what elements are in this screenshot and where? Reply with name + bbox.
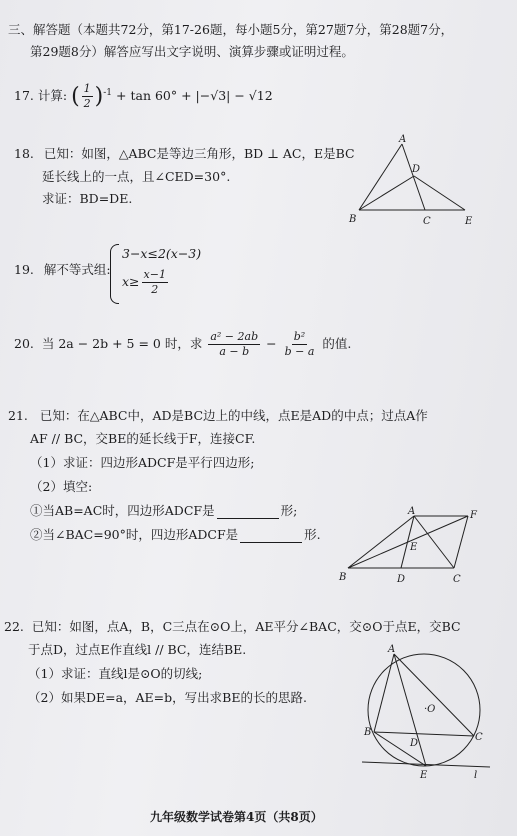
q20-number: 20. bbox=[14, 336, 34, 351]
page-footer: 九年级数学试卷第4页（共8页） bbox=[150, 810, 323, 824]
q18-text1: 已知：如图，△ABC是等边三角形，BD ⊥ AC，E是BC bbox=[43, 146, 355, 161]
q18-line2: 延长线上的一点，且∠CED=30°. bbox=[42, 169, 231, 184]
q22-label-B: B bbox=[364, 727, 372, 738]
q21-label-C: C bbox=[453, 574, 461, 585]
q20-prefix: 当 2a − 2b + 5 = 0 时，求 bbox=[41, 336, 203, 351]
q21-label-D: D bbox=[397, 574, 406, 585]
q20-f2-d: b − a bbox=[284, 345, 315, 358]
q20-f1-n: a² − 2ab bbox=[210, 330, 259, 343]
q22-label-C: C bbox=[475, 732, 483, 743]
q21-number: 21. bbox=[8, 408, 28, 423]
q18-line3: 求证：BD=DE. bbox=[42, 191, 133, 206]
q22-label-D: D bbox=[410, 738, 419, 749]
q21-line2: AF // BC，交BE的延长线于F，连接CF. bbox=[30, 431, 256, 446]
q22-label-O: ·O bbox=[424, 704, 436, 715]
q19-ineq2-left: x≥ bbox=[122, 274, 140, 289]
q19 bbox=[14, 262, 111, 278]
q22-part1: （1）求证：直线l是⊙O的切线; bbox=[28, 666, 203, 681]
q17-exp: -1 bbox=[103, 87, 113, 98]
q17-frac-n: 1 bbox=[83, 82, 91, 95]
q21-part1: （1）求证：四边形ADCF是平行四边形; bbox=[30, 455, 255, 470]
q21-part3 bbox=[30, 503, 297, 519]
q18-line1 bbox=[14, 146, 355, 162]
q21-label-F: F bbox=[470, 510, 477, 521]
q21-label-B: B bbox=[339, 572, 347, 583]
q22-text1: 已知：如图，点A，B，C三点在⊙O上，AE平分∠BAC，交⊙O于点E，交BC bbox=[31, 619, 461, 634]
q17-rest: + tan 60° + |−√3| − √12 bbox=[116, 88, 273, 103]
q18-label-E: E bbox=[465, 216, 473, 227]
q21-part3-b: 形; bbox=[280, 503, 298, 518]
q22-figure bbox=[362, 640, 512, 782]
q20 bbox=[14, 330, 351, 359]
q17-frac-d: 2 bbox=[83, 97, 91, 110]
q21-label-E: E bbox=[410, 542, 418, 553]
q18-label-D: D bbox=[412, 164, 421, 175]
q21-part2: （2）填空: bbox=[30, 479, 93, 494]
q22-line1 bbox=[4, 619, 461, 635]
q21-blank2[interactable] bbox=[240, 530, 302, 543]
q19-ineq2-n: x−1 bbox=[143, 268, 166, 281]
q22-label-A: A bbox=[388, 644, 396, 655]
q19-number: 19. bbox=[14, 262, 34, 277]
q20-f2-n: b² bbox=[293, 330, 306, 343]
q20-minus: − bbox=[266, 336, 277, 351]
q21-part4 bbox=[30, 527, 321, 543]
q20-suffix: 的值. bbox=[322, 336, 352, 351]
q21-figure bbox=[336, 504, 486, 586]
q22-number: 22. bbox=[4, 619, 24, 634]
q18-figure bbox=[345, 132, 495, 228]
q17: 17. 计算: ( $\frac{1}{2}$ )$^{-1}$ + tan 60° + |−√3| − √12 bbox=[14, 82, 273, 110]
q18-number: 18. bbox=[14, 146, 34, 161]
q21-part4-a: ②当∠BAC=90°时，四边形ADCF是 bbox=[30, 527, 239, 542]
q18-label-B: B bbox=[349, 214, 357, 225]
q21-text1: 已知：在△ABC中，AD是BC边上的中线，点E是AD的中点；过点A作 bbox=[39, 408, 428, 423]
q20-f1-d: a − b bbox=[219, 345, 250, 358]
q19-brace bbox=[110, 244, 119, 304]
q22-line2: 于点D，过点E作直线l // BC，连结BE. bbox=[28, 642, 247, 657]
q21-line1 bbox=[8, 408, 428, 424]
q22-label-E: E bbox=[420, 770, 428, 781]
q21-label-A: A bbox=[408, 506, 416, 517]
section-line1: 三、解答题（本题共72分，第17-26题，每小题5分，第27题7分，第28题7分， bbox=[8, 22, 454, 37]
q19-ineq2-d: 2 bbox=[151, 283, 159, 296]
q18-label-A: A bbox=[399, 134, 407, 145]
q21-part3-a: ①当AB=AC时，四边形ADCF是 bbox=[30, 503, 215, 518]
q22-label-l: l bbox=[474, 770, 478, 781]
q19-ineq1: 3−x≤2(x−3) bbox=[122, 246, 202, 261]
q18-label-C: C bbox=[423, 216, 431, 227]
q22-part2: （2）如果DE=a，AE=b，写出求BE的长的思路. bbox=[28, 690, 307, 705]
section-line2: 第29题8分）解答应写出文字说明、演算步骤或证明过程。 bbox=[30, 44, 354, 59]
q21-part4-b: 形. bbox=[304, 527, 321, 542]
q19-label: 解不等式组: bbox=[43, 262, 111, 277]
q17-label: 计算: bbox=[37, 88, 68, 103]
q17-number: 17. bbox=[14, 88, 34, 103]
q21-blank1[interactable] bbox=[217, 506, 279, 519]
q19-ineq2 bbox=[122, 268, 170, 297]
